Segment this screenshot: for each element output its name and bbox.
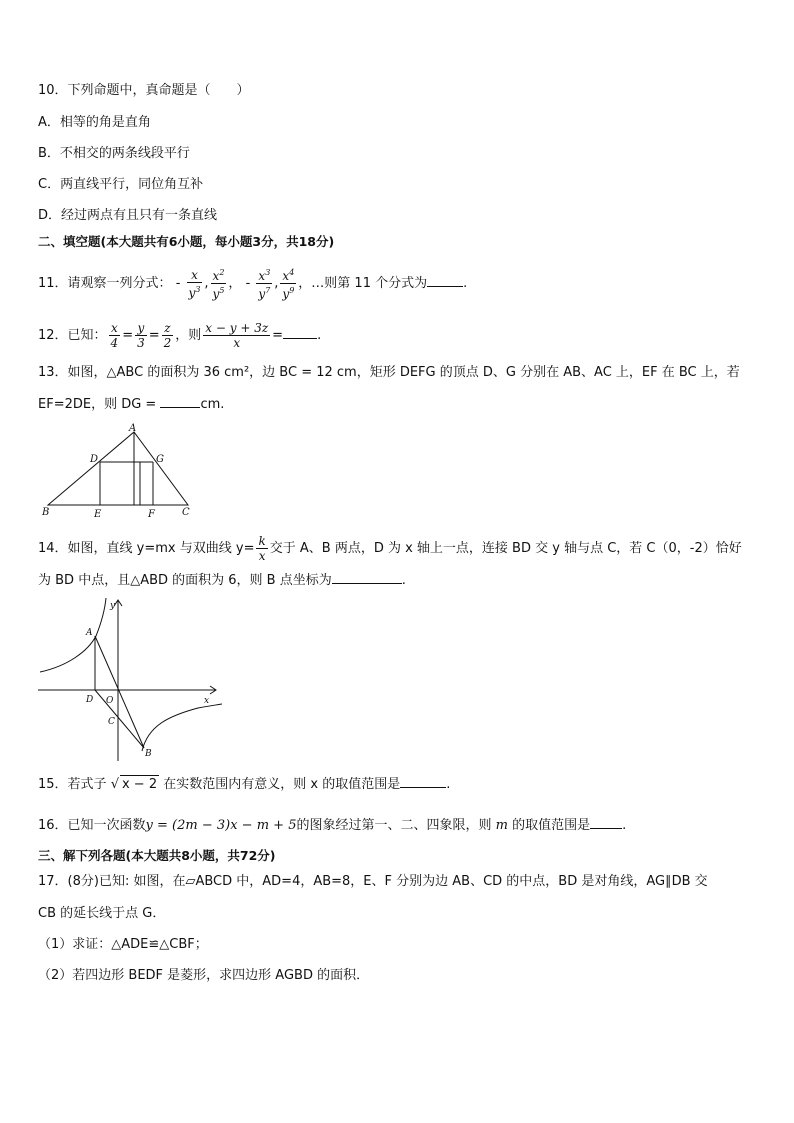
label-c: C [108,717,115,727]
label-e: E [94,509,102,520]
q10-option-b: B．不相交的两条线段平行 [38,146,190,161]
q13-line1: 13．如图，△ABC 的面积为 36 cm²，边 BC = 12 cm，矩形 DEFG 的顶点 D、G 分别在 AB、AC 上，EF 在 BC 上，若 [38,365,740,380]
q17-part1: （1）求证：△ADE≌△CBF； [38,937,208,952]
q14-line1-text: 14．如图，直线 y=mx 与双曲线 y= [38,541,255,556]
q14-line1 [38,530,742,568]
q12-frac-expr: $\frac{x - y + 3z}{x}$ [205,321,269,350]
q11-neg-2: - [245,276,251,291]
q15 [38,775,450,794]
hyperbola-branch-lower [142,704,222,751]
q14-answer-blank[interactable] [332,571,402,584]
q17-line2: CB 的延长线于点 G． [38,906,166,921]
q16-answer-blank[interactable] [590,816,622,829]
label-x: x [204,696,210,706]
q16 [38,816,626,835]
q12-frac-x: $\frac{x}{4}$ [110,321,119,350]
q11-frac-3: $\frac{x^3}{y^7}$ [258,268,271,301]
q15-suffix: 在实数范围内有意义，则 x 的取值范围是 [163,777,401,792]
q12-prefix: 12．已知： [38,328,107,343]
q14-frac: $\frac{k}{x}$ [258,534,266,563]
q16-end: . [622,818,627,833]
q13-line2 [38,395,224,414]
q13-triangle-figure [38,420,198,520]
line-ab [95,636,144,748]
q17-line1: 17．(8分)已知: 如图，在▱ABCD 中，AD=4，AB=8，E、F 分别为边 AB、CD 的中点，BD 是对角线，AG∥DB 交 [38,874,708,889]
label-d: D [90,454,99,465]
label-o: O [106,696,114,706]
q12-frac-z: $\frac{z}{2}$ [163,321,172,350]
label-d: D [86,695,94,705]
triangle-abc [48,432,188,505]
q12-frac-y: $\frac{y}{3}$ [137,321,145,350]
label-b: B [42,507,50,518]
q13-answer-blank[interactable] [160,395,200,408]
q14-line2-text: 为 BD 中点，且△ABD 的面积为 6，则 B 点坐标为 [38,573,332,588]
label-b: B [145,749,152,759]
q16-prefix: 16．已知一次函数 [38,818,146,833]
q15-end: . [446,777,451,792]
q14-end: . [401,573,406,588]
hyperbola-branch-upper [40,598,106,672]
q11-suffix: ，…则第 11 个分式为 [298,276,428,291]
q11-frac-1: $\frac{x}{y^3}$ [188,267,201,300]
segment-db [95,690,144,748]
q11-neg-1: - [175,276,181,291]
q16-var: m [495,818,508,833]
q11-answer-blank[interactable] [427,274,463,287]
sqrt-symbol: √ [110,777,119,792]
label-y: y [110,601,116,611]
q12: 12．已知： $\frac{x}{4}$ = $\frac{y}{3}$ = $\frac{z}{2}$ ，则 $\frac{x - y + 3z}{x}$ = . [38,321,322,350]
q15-prefix: 15．若式子 [38,777,107,792]
q13-unit: cm. [200,397,225,412]
q13-line2-text: EF=2DE，则 DG = [38,397,157,412]
label-a: A [86,628,93,638]
q15-answer-blank[interactable] [400,775,446,788]
q11-prefix: 11．请观察一列分式： [38,276,172,291]
label-a: A [129,423,137,434]
q12-end: . [317,328,322,343]
q11: 11．请观察一列分式： - $\frac{x}{y^3}$ , $\frac{x^2}{y^5}$ ， - $\frac{x^3}{y^7}$ , $\frac{x^4}{y^9}$ ，…则第 11 个分式为 . [38,267,468,301]
q14-line1-rest: 交于 A、B 两点，D 为 x 轴上一点，连接 BD 交 y 轴与点 C，若 C（0，-2）恰好 [269,541,742,556]
q12-mid: ，则 [175,328,202,343]
q12-answer-blank[interactable] [283,326,317,339]
q15-radicand: x − 2 [121,777,158,792]
q11-end: . [463,276,468,291]
q17-part2: （2）若四边形 BEDF 是菱形，求四边形 AGBD 的面积． [38,968,370,983]
label-g: G [156,454,164,465]
q11-frac-4: $\frac{x^4}{y^9}$ [282,268,295,301]
q16-formula: y = (2m − 3)x − m + 5 [145,818,297,833]
q10-option-a: A．相等的角是直角 [38,115,151,130]
q16-suffix: 的图象经过第一、二、四象限，则 [296,818,492,833]
label-f: F [148,509,155,520]
q11-frac-2: $\frac{x^2}{y^5}$ [212,268,225,301]
q10-option-c: C．两直线平行，同位角互补 [38,177,204,192]
section-2-title: 二、填空题(本大题共有6小题，每小题3分，共18分) [38,234,335,249]
label-c: C [182,507,190,518]
q10-stem: 10．下列命题中，真命题是（ ） [38,83,250,98]
section-3-title: 三、解下列各题(本大题共8小题，共72分) [38,848,276,863]
q16-suffix2: 的取值范围是 [512,818,591,833]
q14-hyperbola-figure [38,596,223,766]
q10-option-d: D．经过两点有且只有一条直线 [38,208,218,223]
q14-line2 [38,571,406,590]
